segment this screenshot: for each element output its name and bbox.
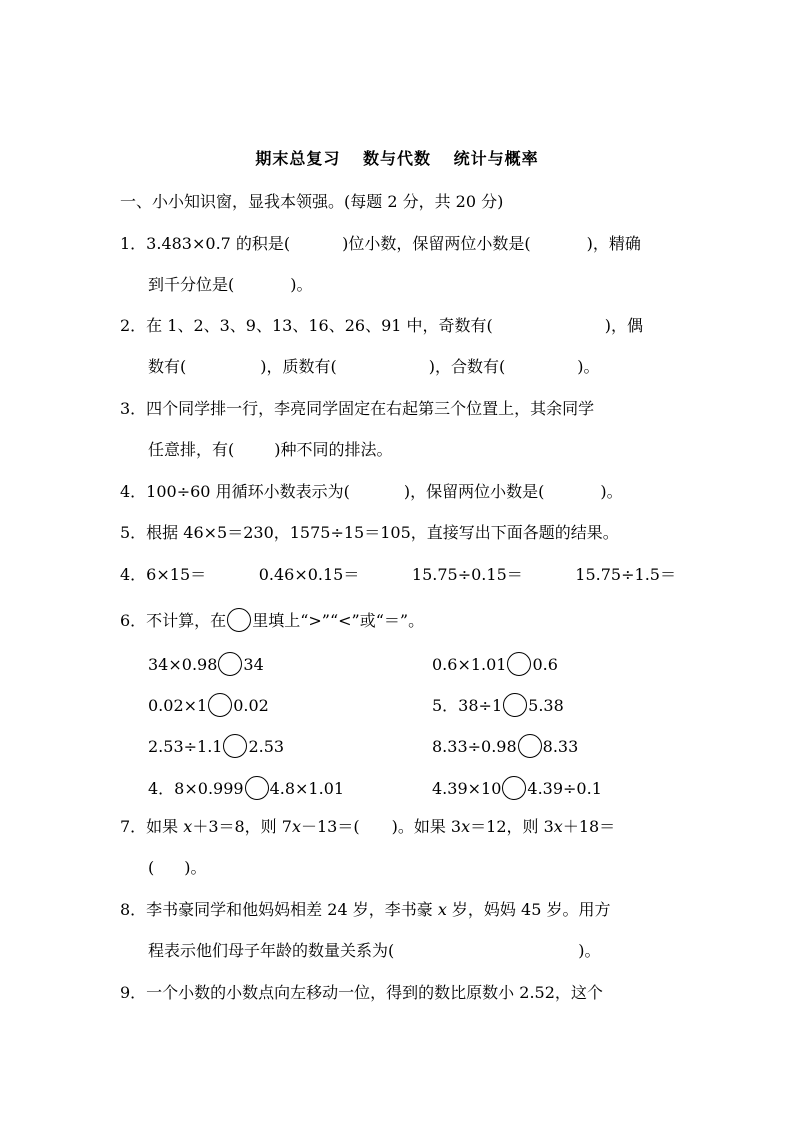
compare-left: 4.39×10: [432, 779, 502, 798]
compare-right: 0.02: [233, 696, 269, 715]
question-6: [120, 608, 676, 633]
compare-left: 4．8×0.999: [148, 779, 244, 798]
compare-left: 0.02×1: [148, 696, 208, 715]
q1-text-a: 1．3.483×0.7 的积是(: [120, 234, 291, 253]
q7-text: ＋3＝8，则 7: [192, 817, 292, 836]
variable-x: x: [437, 900, 447, 919]
q7-text: )。: [184, 858, 207, 877]
q6-text-a: 6．不计算，在: [120, 611, 227, 630]
q6-row-4: [148, 776, 676, 801]
q2-text-d: )，质数有(: [260, 357, 337, 376]
title-part-2: 数与代数: [362, 149, 431, 168]
q1-text-b: )位小数，保留两位小数是(: [342, 234, 531, 253]
q2-text-f: )。: [577, 357, 600, 376]
question-8-line-2: [148, 939, 676, 963]
q2-text-b: )，偶: [604, 316, 644, 335]
q5-item-4: 15.75÷1.5＝: [575, 565, 676, 584]
question-3-line-1: 3．四个同学排一行，李亮同学固定在右起第三个位置上，其余同学: [120, 399, 595, 418]
q8-text: 8．李书豪同学和他妈妈相差 24 岁，李书豪: [120, 900, 438, 919]
q8-text: 岁，妈妈 45 岁。用方: [446, 900, 611, 919]
question-5-items: [120, 563, 676, 587]
variable-x: x: [183, 817, 193, 836]
q5-item-1: 4．6×15＝: [120, 565, 207, 584]
compare-circle[interactable]: [502, 776, 526, 800]
q9-text: 9．一个小数的小数点向左移动一位，得到的数比原数小 2.52，这个: [120, 983, 603, 1002]
q4-text-c: )。: [600, 482, 623, 501]
q1-text-e: )。: [290, 275, 313, 294]
q2-text-c: 数有(: [148, 357, 187, 376]
question-8-line-1: [120, 898, 676, 922]
question-9-line-1: [120, 981, 676, 1005]
compare-left: 0.6×1.01: [432, 655, 507, 674]
compare-circle: [227, 608, 251, 632]
q7-text: －13＝(: [300, 817, 360, 836]
title-part-3: 统计与概率: [453, 149, 539, 168]
question-1-line-2: [148, 273, 676, 297]
q8-text: )。: [578, 941, 601, 960]
compare-right: 4.8×1.01: [269, 779, 345, 798]
compare-right: 34: [243, 655, 264, 674]
q2-text-e: )，合数有(: [428, 357, 506, 376]
compare-circle[interactable]: [503, 693, 527, 717]
q4-text-a: 4．100÷60 用循环小数表示为(: [120, 482, 350, 501]
q6-row-2: [148, 693, 676, 718]
q2-text-a: 2．在 1、2、3、9、13、16、26、91 中，奇数有(: [120, 316, 493, 335]
variable-x: x: [291, 817, 301, 836]
q3-text-a: 任意排，有(: [148, 440, 235, 459]
compare-left: 2.53÷1.1: [148, 737, 223, 756]
q1-text-d: 到千分位是(: [148, 275, 235, 294]
question-2-line-2: [148, 355, 676, 379]
compare-left: 34×0.98: [148, 655, 218, 674]
question-3-line-2: [148, 438, 676, 462]
q4-text-b: )，保留两位小数是(: [403, 482, 545, 501]
compare-right: 0.6: [532, 655, 558, 674]
question-4: [120, 480, 676, 504]
compare-circle[interactable]: [245, 776, 269, 800]
question-1-line-1: [120, 232, 676, 256]
question-5: 5．根据 46×5＝230，1575÷15＝105，直接写出下面各题的结果。: [120, 523, 619, 542]
compare-circle[interactable]: [208, 693, 232, 717]
q6-row-3: [148, 734, 676, 759]
q7-text: 7．如果: [120, 817, 184, 836]
q7-text: (: [148, 858, 155, 877]
variable-x: x: [553, 817, 563, 836]
q5-item-3: 15.75÷0.15＝: [411, 565, 523, 584]
q6-row-1: [148, 652, 676, 677]
q7-text: )。如果 3: [391, 817, 462, 836]
compare-right: 2.53: [248, 737, 285, 756]
question-7-line-1: [120, 815, 676, 839]
compare-right: 4.39÷0.1: [527, 779, 602, 798]
compare-right: 5.38: [528, 696, 564, 715]
compare-left: 5．38÷1: [432, 696, 503, 715]
compare-circle[interactable]: [518, 734, 542, 758]
q3-text-b: )种不同的排法。: [274, 440, 393, 459]
section-heading: 一、小小知识窗，显我本领强。(每题 2 分，共 20 分): [120, 192, 504, 211]
compare-left: 8.33÷0.98: [432, 737, 517, 756]
compare-circle[interactable]: [223, 734, 247, 758]
q5-item-2: 0.46×0.15＝: [258, 565, 360, 584]
q8-text: 程表示他们母子年龄的数量关系为(: [148, 941, 395, 960]
q6-text-b: 里填上“>”“<”或“＝”。: [252, 611, 425, 630]
question-2-line-1: [120, 314, 676, 338]
page-title: [0, 146, 794, 169]
title-part-1: 期末总复习: [255, 149, 341, 168]
compare-circle[interactable]: [218, 652, 242, 676]
compare-circle[interactable]: [507, 652, 531, 676]
q7-text: ＝12，则 3: [470, 817, 554, 836]
compare-right: 8.33: [542, 737, 579, 756]
q1-text-c: )，精确: [586, 234, 641, 253]
question-7-line-2: [148, 856, 676, 880]
variable-x: x: [461, 817, 471, 836]
q7-text: ＋18＝: [562, 817, 616, 836]
